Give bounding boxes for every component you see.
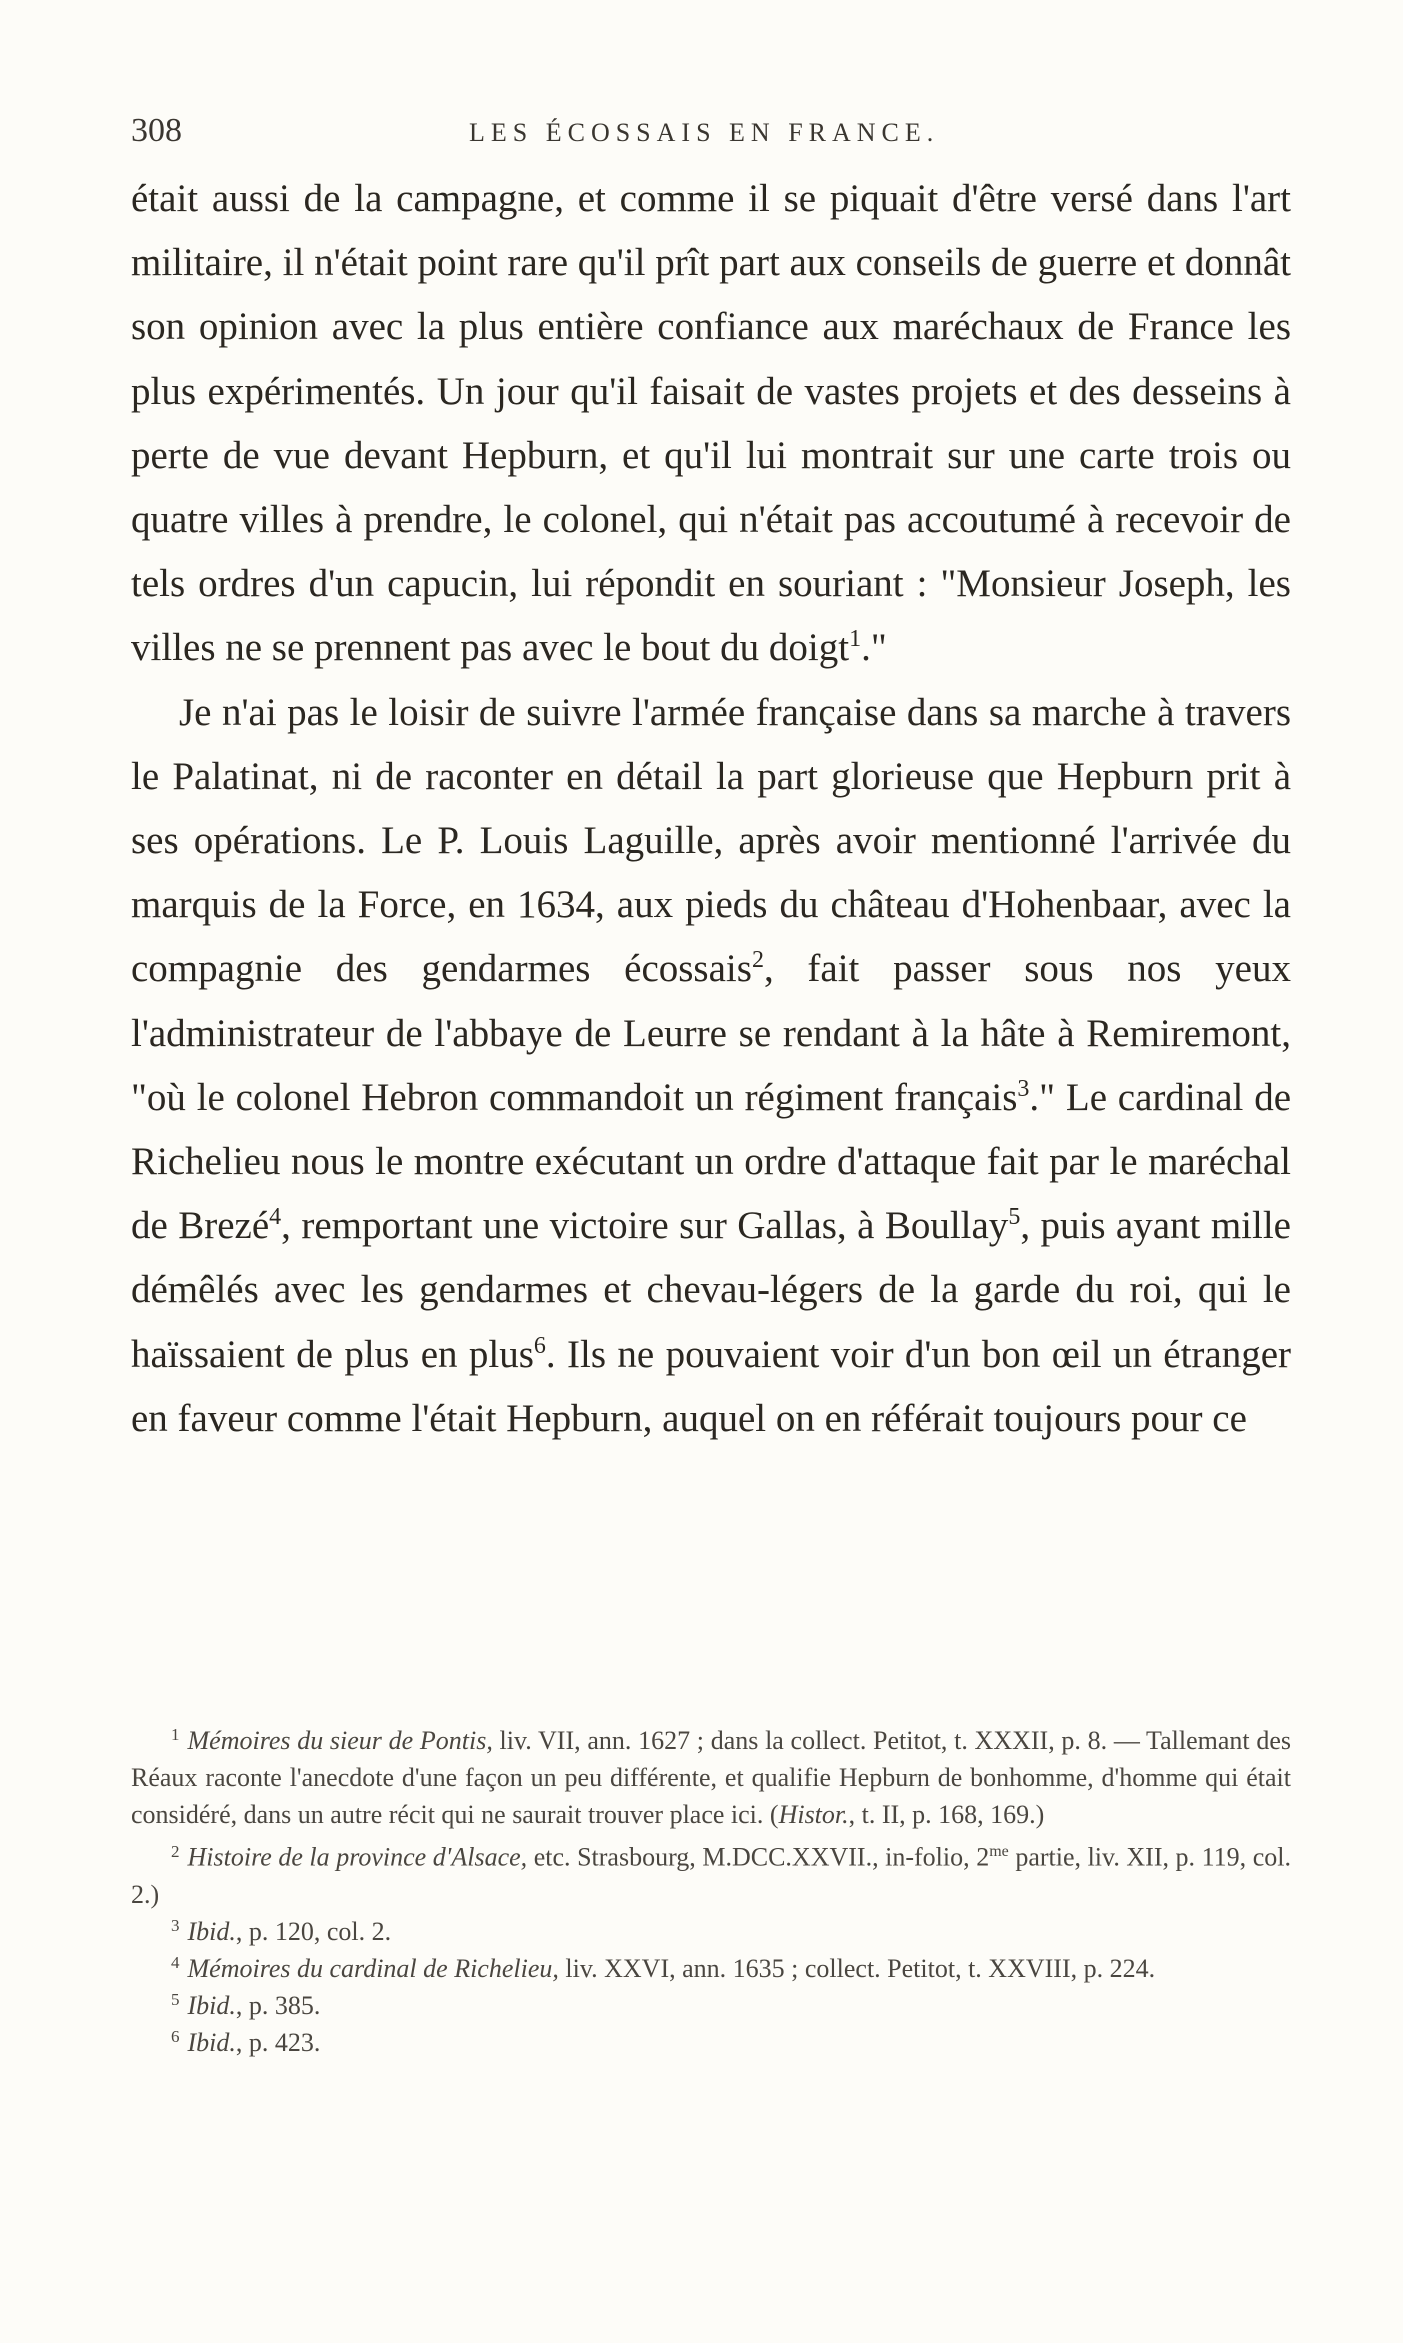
running-title: LES ÉCOSSAIS EN FRANCE.: [469, 118, 940, 147]
footnote-ref-2: 2: [751, 947, 764, 974]
footnote-4: $^4$ Mémoires du cardinal de Richelieu, liv. XXVI, ann. 1635 ; collect. Petitot, t. XXVIII, p. 224.: [171, 1952, 1156, 1983]
footnote-6: $^6$ Ibid., p. 423.: [171, 2026, 321, 2057]
footnote-ref-5: 5: [1008, 1204, 1021, 1231]
paragraph-1: était aussi de la campagne, et comme il se piquait d'être versé dans l'art militaire, il n'était point rare qu'il prît part aux conseils de guerre et donnât son opinion avec la plus entière confiance aux maréchaux de France les plus expérimentés. Un jour qu'il faisait de vastes projets et des desseins à perte de vue devant Hepburn, et qu'il lui montrait sur une carte trois ou quatre villes à prendre, le colonel, qui n'était pas accoutumé à recevoir de tels ordres d'un capucin, lui répondit en souriant : "Monsieur Joseph, les villes ne se prennent pas avec le bout du doigt$^1$.": [131, 177, 1291, 670]
footnote-ref-1: 1: [849, 626, 862, 653]
page-header: [131, 112, 1291, 162]
footnote-2: $^2$ Histoire de la province d'Alsace, etc. Strasbourg, M.DCC.XXVII., in-folio, $2^{me}$ partie, liv. XII, p. 119, col. 2.): [131, 1841, 1291, 1909]
footnote-ref-3: 3: [1017, 1075, 1030, 1102]
footnote-ref-4: 4: [269, 1204, 282, 1231]
page-number: 308: [131, 112, 182, 149]
main-text: [131, 167, 1291, 1451]
footnote-5: $^5$ Ibid., p. 385.: [171, 1989, 321, 2020]
footnote-ref-6: 6: [533, 1332, 546, 1359]
footnote-1: $^1$ Mémoires du sieur de Pontis, liv. VII, ann. 1627 ; dans la collect. Petitot, t. XXXII, p. 8. — Tallemant des Réaux raconte l'anecdote d'une façon un peu différente, et qualifie Hepburn de bonhomme, d'homme qui était considéré, dans un autre récit qui ne saurait trouver place ici. (Histor., t. II, p. 168, 169.): [131, 1725, 1291, 1829]
footnotes: [131, 1722, 1291, 2061]
paragraph-2: Je n'ai pas le loisir de suivre l'armée française dans sa marche à travers le Palatinat, ni de raconter en détail la part glorieuse que Hepburn prit à ses opérations. Le P. Louis Laguille, après avoir mentionné l'arrivée du marquis de la Force, en 1634, aux pieds du château d'Hohenbaar, avec la compagnie des gendarmes écossais$^2$, fait passer sous nos yeux l'administrateur de l'abbaye de Leurre se rendant à la hâte à Remiremont, "où le colonel Hebron commandoit un régiment français$^3$." Le cardinal de Richelieu nous le montre exécutant un ordre d'attaque fait par le maréchal de Brezé$^4$, remportant une victoire sur Gallas, à Boullay$^5$, puis ayant mille démêlés avec les gendarmes et chevau-légers de la garde du roi, qui le haïssaient de plus en plus$^6$. Ils ne pouvaient voir d'un bon œil un étranger en faveur comme l'était Hepburn, auquel on en référait toujours pour ce: [131, 690, 1292, 1440]
footnote-3: $^3$ Ibid., p. 120, col. 2.: [171, 1915, 392, 1946]
